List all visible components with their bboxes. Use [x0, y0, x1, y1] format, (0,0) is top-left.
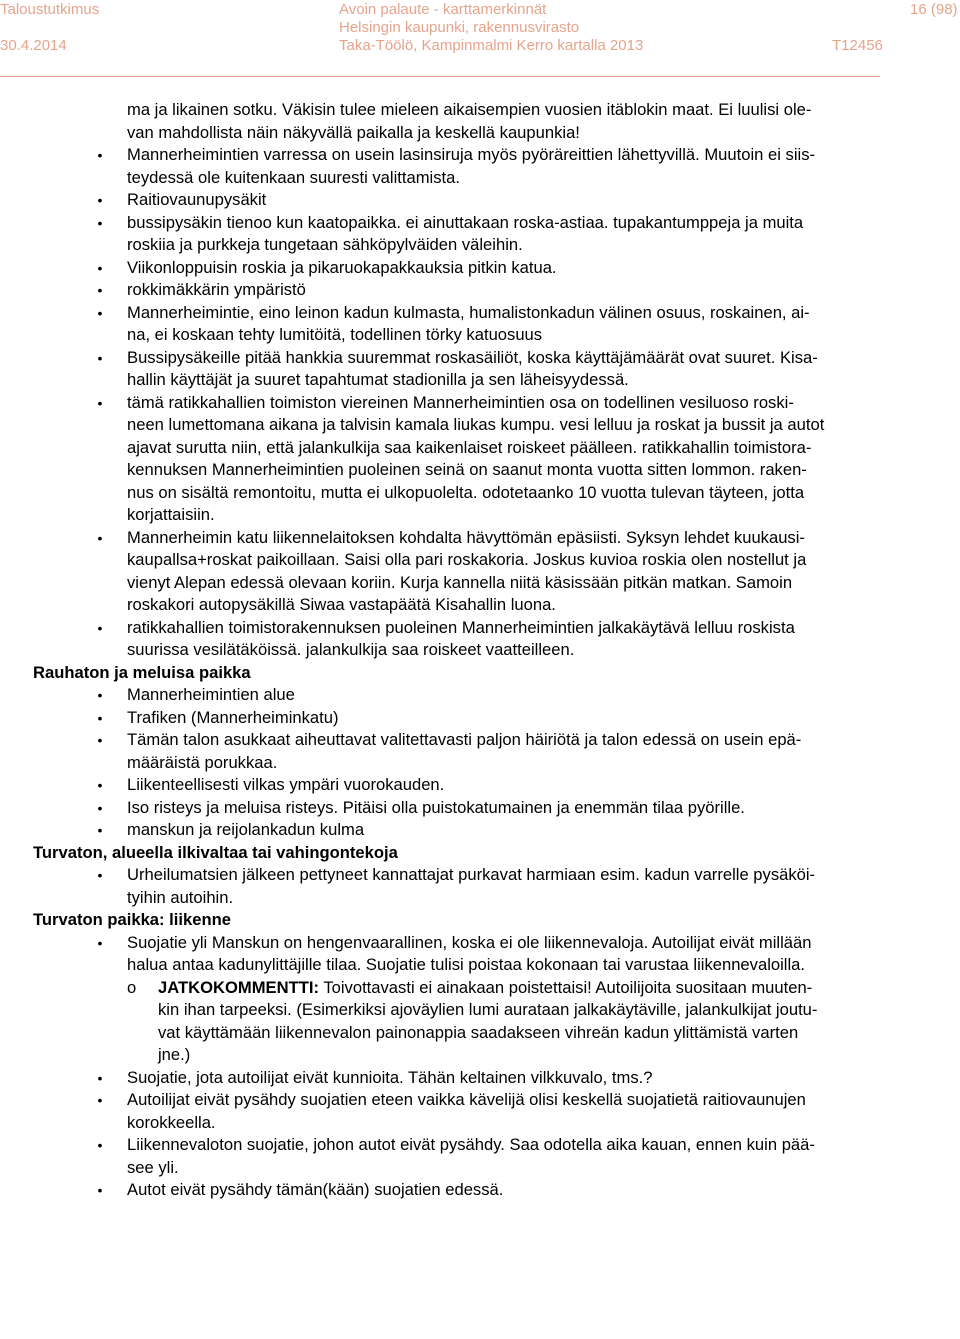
page-number: 16 (98) — [910, 1, 958, 18]
bullet-icon: • — [97, 192, 103, 208]
list-item — [33, 617, 923, 640]
list-item-text: manskun ja reijolankadun kulma — [127, 820, 365, 839]
list-item-text: ajavat surutta niin, että jalankulkija saa kaikenlaiset roiskeet päälleen. ratikkahallin toimistora- — [127, 437, 812, 457]
list-item-text: jne.) — [158, 1045, 191, 1064]
list-item-text: teydessä ole kuitenkaan suuresti valittamista. — [127, 167, 460, 187]
list-item — [33, 302, 923, 325]
bullet-icon: • — [97, 687, 103, 703]
list-item — [33, 279, 923, 302]
section-heading: Rauhaton ja meluisa paikka — [33, 662, 251, 682]
list-item-text: see yli. — [127, 1157, 179, 1177]
list-item — [33, 729, 923, 752]
list-item — [33, 347, 923, 370]
list-item-text: rokkimäkkärin ympäristö — [127, 280, 306, 299]
bullet-icon: • — [97, 147, 103, 163]
list-item-text: Mannerheimintien varressa on usein lasinsiruja myös pyöräreittien lähettyvillä. Muutoin ei siis- — [127, 145, 816, 164]
list-item — [33, 684, 923, 707]
list-item-text: kin ihan tarpeeksi. (Esimerkiksi ajoväylien lumi aurataan jalkakäytäville, jalankulkijat joutu- — [158, 1000, 818, 1019]
list-item — [33, 774, 923, 797]
list-item-text: vienyt Alepan edessä olevaan koriin. Kurja kannella niitä käsissään pitkän matkan. Samoin — [127, 572, 793, 592]
list-item-text: Autot eivät pysähdy tämän(kään) suojatien edessä. — [127, 1180, 504, 1199]
list-item-text: Liikennevaloton suojatie, johon autot eivät pysähdy. Saa odotella aika kauan, ennen kuin pää- — [127, 1135, 815, 1154]
list-item-text: tämä ratikkahallien toimiston viereinen Mannerheimintien osa on todellinen vesiluoso roski- — [127, 392, 794, 412]
bullet-icon: • — [97, 1069, 103, 1086]
section-heading: Turvaton paikka: liikenne — [33, 910, 231, 929]
document-body — [33, 99, 923, 1202]
list-item — [33, 257, 923, 280]
list-item-text: Iso risteys ja meluisa risteys. Pitäisi olla puistokatumainen ja enemmän tilaa pyörille. — [127, 797, 745, 817]
list-item-text: roskakori autopysäkillä Siwaa vastapäätä Kisahallin luona. — [127, 595, 556, 614]
list-item — [33, 1067, 923, 1090]
list-item-text: Autoilijat eivät pysähdy suojatien eteen vaikka kävelijä olisi keskellä suojatietä raitiovaunujen — [127, 1090, 806, 1109]
list-item-text: korokkeella. — [127, 1112, 216, 1132]
list-item — [33, 527, 923, 550]
list-item — [33, 1179, 923, 1202]
bullet-icon: • — [97, 867, 103, 883]
report-date: 30.4.2014 — [0, 37, 67, 54]
list-item-text: roskiia ja purkkeja tungetaan sähköpylväiden väleihin. — [127, 235, 523, 254]
report-title: Avoin palaute - karttamerkinnät — [339, 1, 547, 18]
report-publisher: Taloustutkimus — [0, 1, 100, 18]
bullet-icon: • — [97, 259, 103, 276]
bullet-icon: • — [97, 934, 103, 951]
bullet-icon: • — [97, 619, 103, 636]
list-item-text: määräistä porukkaa. — [127, 752, 278, 772]
bullet-icon: • — [97, 732, 103, 748]
list-item-text: kaupallsa+roskat paikoillaan. Saisi olla pari roskakoria. Joskus kuvioa roskia olen nostellut ja — [127, 550, 807, 569]
list-item — [33, 144, 923, 167]
bullet-icon: • — [97, 349, 103, 366]
list-item-text: suurissa vesilätäköissä. jalankulkija saa roiskeet vaatteilleen. — [127, 640, 575, 659]
list-item — [33, 864, 923, 887]
list-item-text: Viikonloppuisin roskia ja pikaruokapakkauksia pitkin katua. — [127, 257, 557, 277]
list-item — [33, 707, 923, 730]
bullet-icon: • — [97, 1137, 103, 1153]
list-item-text: korjattaisiin. — [127, 505, 215, 524]
bullet-icon: • — [97, 1182, 103, 1198]
list-item — [33, 797, 923, 820]
list-item-text: tyihin autoihin. — [127, 887, 234, 907]
report-client: Helsingin kaupunki, rakennusvirasto — [339, 19, 580, 36]
list-item — [33, 819, 923, 842]
list-item-text: Mannerheimintien alue — [127, 685, 295, 704]
list-item-text: Mannerheimintie, eino leinon kadun kulmasta, humalistonkadun välinen osuus, roskainen, ai- — [127, 302, 810, 322]
section-heading: Turvaton, alueella ilkivaltaa tai vahingontekoja — [33, 842, 398, 862]
bullet-icon: • — [97, 1092, 103, 1108]
list-item-text: nus on sisältä remontoitu, mutta ei ulkopuolelta. odotetaanko 10 vuotta tulevan täyteen, jotta — [127, 482, 805, 502]
bullet-icon: • — [97, 394, 103, 411]
sub-bullet-icon: o — [127, 977, 137, 997]
bullet-icon: • — [97, 282, 103, 298]
list-item-text: van mahdollista näin näkyvällä paikalla ja keskellä kaupunkia! — [127, 122, 580, 142]
sub-list-item — [33, 977, 923, 1000]
list-item-text: ratikkahallien toimistorakennuksen puoleinen Mannerheimintien jalkakäytävä lelluu roskista — [127, 617, 795, 637]
list-item — [33, 189, 923, 212]
list-item-text: Tämän talon asukkaat aiheuttavat valitettavasti paljon häiriötä ja talon edessä on usein epä- — [127, 730, 802, 749]
bullet-icon: • — [97, 777, 103, 793]
list-item-text: Suojatie yli Manskun on hengenvaarallinen, koska ei ole liikennevaloja. Autoilijat eivät millään — [127, 932, 812, 952]
list-item-text: neen lumettomana aikana ja talvisin kamala liukas kumpu. vesi lelluu ja roskat ja bussit ja autot — [127, 415, 825, 434]
list-item-text: bussipysäkin tienoo kun kaatopaikka. ei ainuttakaan roska-astiaa. tupakantumppeja ja muita — [127, 212, 804, 232]
list-item-text: Raitiovaunupysäkit — [127, 190, 267, 209]
list-item-text: Trafiken (Mannerheiminkatu) — [127, 707, 339, 727]
list-item — [33, 932, 923, 955]
list-item-text: Bussipysäkeille pitää hankkia suuremmat roskasäiliöt, koska käyttäjämäärät ovat suuret. Kisa- — [127, 347, 818, 367]
page-header — [0, 0, 960, 78]
list-item-text: Mannerheimin katu liikennelaitoksen kohdalta hävyttömän epäsiisti. Syksyn lehdet kuukausi- — [127, 527, 805, 547]
list-item — [33, 1089, 923, 1112]
list-item — [33, 1134, 923, 1157]
list-item-text: kennuksen Mannerheimintien puoleinen seinä on saanut monta vuotta sitten lommon. raken- — [127, 460, 807, 479]
bullet-icon: • — [97, 799, 103, 816]
list-item-text: Liikenteellisesti vilkas ympäri vuorokauden. — [127, 775, 445, 794]
list-item-text: Suojatie, jota autoilijat eivät kunnioita. Tähän keltainen vilkkuvalo, tms.? — [127, 1067, 653, 1087]
list-item — [33, 392, 923, 415]
bullet-icon: • — [97, 214, 103, 231]
list-item — [33, 212, 923, 235]
list-item-text: ma ja likainen sotku. Väkisin tulee mieleen aikaisempien vuosien itäblokin maat. Ei luulisi ole- — [127, 100, 812, 119]
list-item-text: na, ei koskaan tehty lumitöitä, todellinen törky katuosuus — [127, 325, 543, 344]
comment-label: JATKOKOMMENTTI: — [158, 977, 320, 997]
list-item-text: Toivottavasti ei ainakaan poistettaisi! Autoilijoita suositaan muuten- — [319, 977, 813, 997]
bullet-icon: • — [97, 709, 103, 726]
header-rule — [0, 76, 880, 77]
bullet-icon: • — [97, 304, 103, 321]
report-code: T12456 — [832, 37, 883, 54]
bullet-icon: • — [97, 529, 103, 546]
list-item-text: hallin käyttäjät ja suuret tapahtumat stadionilla ja sen läheisyydessä. — [127, 370, 629, 389]
report-subtitle: Taka-Töölö, Kampinmalmi Kerro kartalla 2013 — [339, 37, 644, 54]
list-item-text: halua antaa kadunylittäjille tilaa. Suojatie tulisi poistaa kokonaan tai varustaa liikennevaloilla. — [127, 955, 806, 974]
list-item-text: Urheilumatsien jälkeen pettyneet kannattajat purkavat harmiaan esim. kadun varrelle pysäköi- — [127, 865, 816, 884]
bullet-icon: • — [97, 822, 103, 838]
list-item-text: vat käyttämään liikennevalon painonappia saadakseen vihreän kadun ylittämistä varten — [158, 1022, 799, 1042]
